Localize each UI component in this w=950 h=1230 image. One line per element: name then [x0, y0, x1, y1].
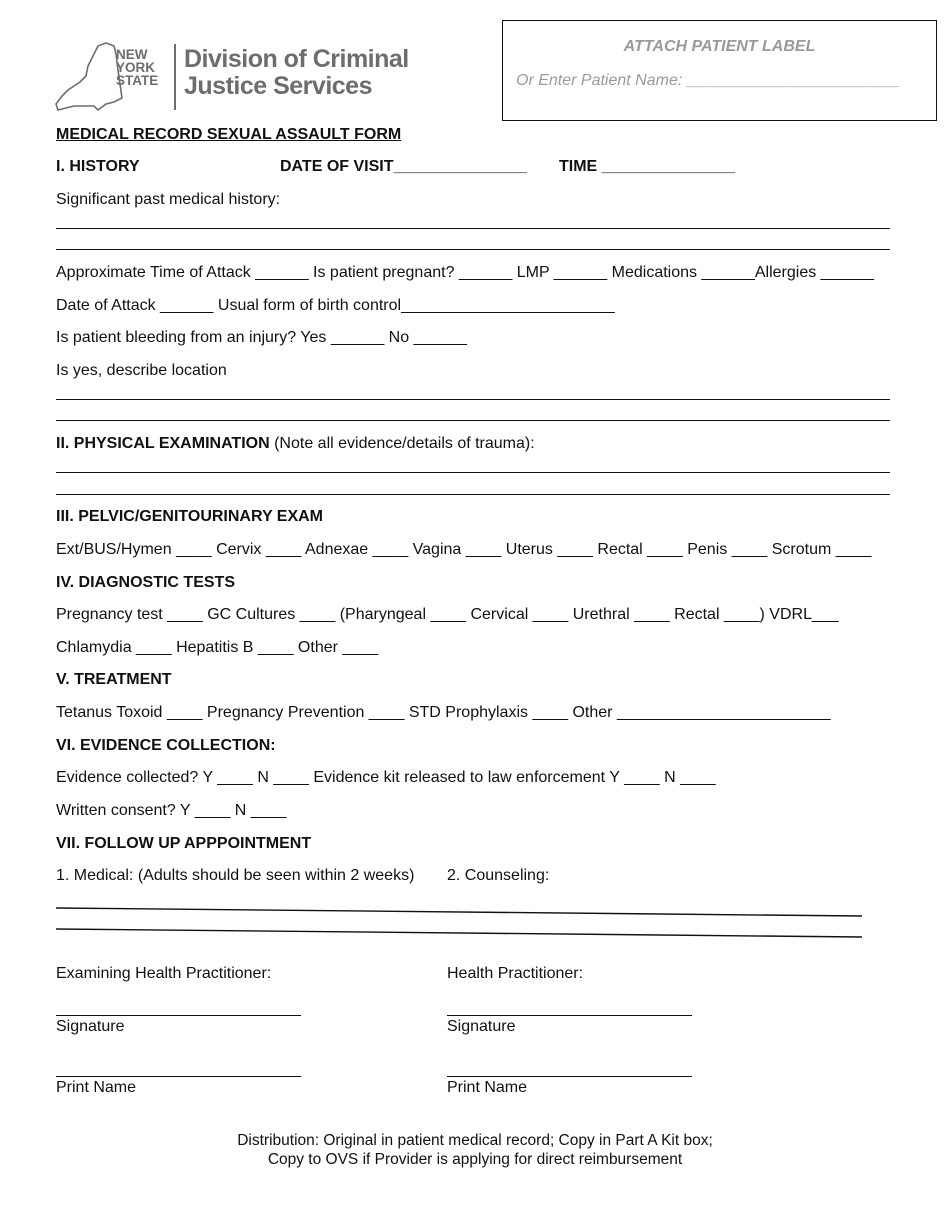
- practitioner-print-name-line[interactable]: [447, 1076, 692, 1077]
- logo-ny-line: YORK: [116, 60, 156, 75]
- date-of-visit-field[interactable]: DATE OF VISIT_______________: [280, 158, 527, 175]
- distribution-line-2: Copy to OVS if Provider is applying for direct reimbursement: [267, 1151, 683, 1168]
- followup-line[interactable]: [56, 929, 862, 937]
- examining-print-name-line[interactable]: [56, 1076, 301, 1077]
- treatment-line[interactable]: Tetanus Toxoid ____ Pregnancy Prevention ____ STD Prophylaxis ____ Other ________________________: [56, 704, 831, 721]
- examining-practitioner-label: Examining Health Practitioner:: [56, 965, 272, 982]
- physical-exam-line[interactable]: [56, 472, 890, 473]
- bleeding-line[interactable]: Is patient bleeding from an injury? Yes ______ No ______: [56, 329, 467, 346]
- distribution-line-1: Distribution: Original in patient medical record; Copy in Part A Kit box;: [237, 1132, 713, 1149]
- past-history-line[interactable]: [56, 228, 890, 229]
- followup-line[interactable]: [56, 908, 862, 916]
- logo-ny-line: STATE: [116, 73, 159, 88]
- health-practitioner-label: Health Practitioner:: [447, 965, 584, 982]
- followup-counseling-label: 2. Counseling:: [447, 867, 550, 884]
- print-name-label-right: Print Name: [447, 1079, 528, 1096]
- pelvic-heading: III. PELVIC/GENITOURINARY EXAM: [56, 508, 323, 525]
- logo-division-line: Division of Criminal: [184, 45, 409, 73]
- practitioner-signature-line[interactable]: [447, 1015, 692, 1016]
- patient-name-field[interactable]: Or Enter Patient Name: ________________________: [516, 72, 901, 89]
- logo-division-line: Justice Services: [184, 72, 372, 100]
- logo-ny-line: NEW: [116, 47, 148, 62]
- evidence-line-1[interactable]: Evidence collected? Y ____ N ____ Evidence kit released to law enforcement Y ____ N ____: [56, 769, 716, 786]
- location-label: Is yes, describe location: [56, 362, 227, 379]
- patient-label-box[interactable]: [502, 20, 937, 121]
- attack-details-line[interactable]: Approximate Time of Attack ______ Is patient pregnant? ______ LMP ______ Medications ______Allergies ______: [56, 264, 875, 281]
- dcjs-logo: [54, 40, 414, 116]
- signature-label-right: Signature: [447, 1018, 516, 1035]
- logo-division-name: [184, 46, 409, 100]
- physical-heading: II. PHYSICAL EXAMINATION: [56, 435, 270, 452]
- examining-signature-line[interactable]: [56, 1015, 301, 1016]
- location-line[interactable]: [56, 420, 890, 421]
- diagnostic-line-1[interactable]: Pregnancy test ____ GC Cultures ____ (Pharyngeal ____ Cervical ____ Urethral ____ Rectal ____) VDRL___: [56, 606, 839, 623]
- pelvic-items-line[interactable]: Ext/BUS/Hymen ____ Cervix ____ Adnexae ____ Vagina ____ Uterus ____ Rectal ____ Penis ____ Scrotum ____: [56, 541, 872, 558]
- evidence-line-2[interactable]: Written consent? Y ____ N ____: [56, 802, 287, 819]
- diagnostic-heading: IV. DIAGNOSTIC TESTS: [56, 574, 235, 591]
- followup-heading: VII. FOLLOW UP APPPOINTMENT: [56, 835, 312, 852]
- treatment-heading: V. TREATMENT: [56, 671, 172, 688]
- logo-new-york-state: [116, 48, 158, 87]
- followup-lines[interactable]: [56, 900, 866, 942]
- physical-note: (Note all evidence/details of trauma):: [269, 435, 535, 452]
- diagnostic-line-2[interactable]: Chlamydia ____ Hepatitis B ____ Other ____: [56, 639, 378, 656]
- form-title: MEDICAL RECORD SEXUAL ASSAULT FORM: [56, 126, 402, 143]
- physical-exam-heading: [56, 435, 535, 453]
- evidence-heading: VI. EVIDENCE COLLECTION:: [56, 737, 276, 754]
- date-of-attack-line[interactable]: Date of Attack ______ Usual form of birth control________________________: [56, 297, 615, 314]
- physical-exam-line[interactable]: [56, 494, 890, 495]
- logo-divider: [174, 44, 176, 110]
- patient-label-title: ATTACH PATIENT LABEL: [623, 38, 816, 55]
- past-history-label: Significant past medical history:: [56, 191, 281, 208]
- new-york-state-map-icon: [54, 40, 124, 116]
- time-field[interactable]: TIME _______________: [559, 158, 736, 175]
- past-history-line[interactable]: [56, 249, 890, 250]
- location-line[interactable]: [56, 399, 890, 400]
- history-heading: I. HISTORY: [56, 158, 140, 175]
- print-name-label-left: Print Name: [56, 1079, 137, 1096]
- signature-label-left: Signature: [56, 1018, 125, 1035]
- followup-medical-label: 1. Medical: (Adults should be seen within 2 weeks): [56, 867, 415, 884]
